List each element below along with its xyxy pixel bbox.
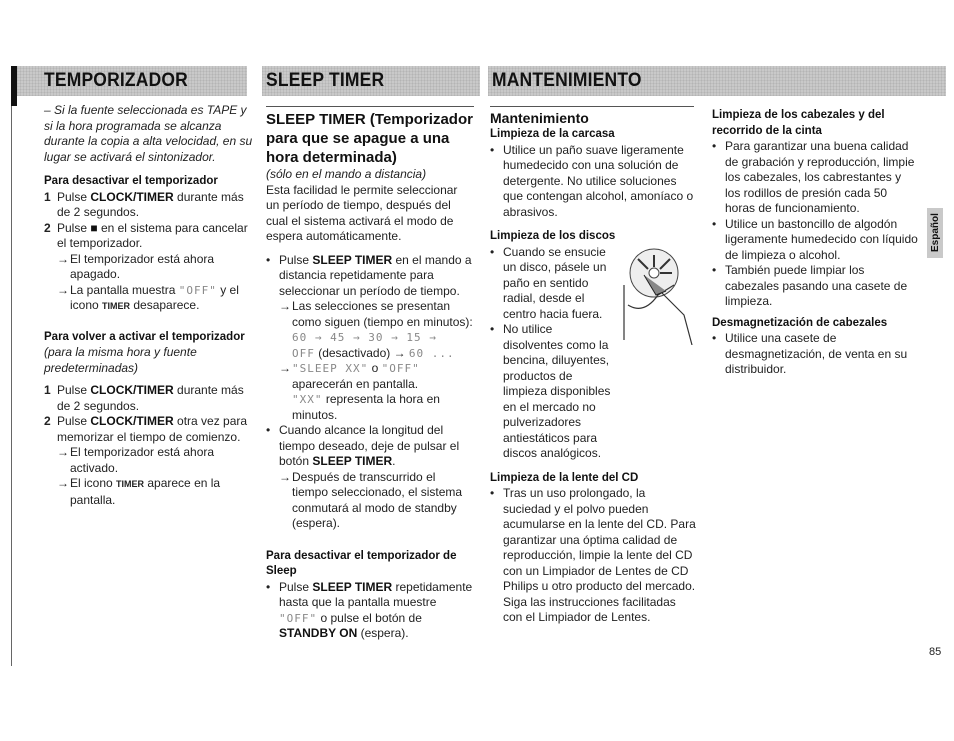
text: Pulse [57, 414, 91, 428]
text: (desactivado) → [314, 345, 409, 360]
lcd-text: "XX" [292, 393, 323, 406]
section-subtitle: (sólo en el mando a distancia) [266, 167, 427, 181]
text: Cuando se ensucie un disco, pásele un paño en sentido radial, desde el centro hacia fuera. [503, 244, 607, 321]
text: Tras un uso prolongado, la suciedad y el polvo pueden acumularse en la lente del CD. Para garantizar una óptima calidad de reproducción, limpie la lente del CD con un Limpiador de Lentes de CD Philips u otro producto del mercado. Siga las instrucciones facilitadas con el Limpiador de Lentes. [503, 486, 696, 624]
text: aparecerán en pantalla. [292, 376, 419, 391]
arrow-icon: → [57, 251, 69, 266]
text: en el sistema para cancelar el temporizador. [57, 220, 248, 250]
arrow-icon: → [57, 445, 69, 459]
bullet-item [490, 322, 696, 462]
bullet-item [712, 217, 918, 264]
bullet-item [712, 331, 918, 378]
step-number: 2 [44, 220, 51, 235]
section-title: Mantenimiento [490, 110, 589, 126]
timer-icon-label: TIMER [102, 301, 131, 311]
text: otra vez para memorizar el tiempo de comienzo. [57, 414, 248, 444]
text: Cuando alcance la longitud del tiempo deseado, deje de pulsar el botón [279, 423, 460, 468]
text: Pulse [57, 220, 91, 235]
text: Pulse [57, 189, 91, 204]
step-number: 2 [44, 414, 51, 428]
step-number: 1 [44, 383, 51, 397]
text: El temporizador está ahora apagado. [70, 251, 215, 281]
lcd-text: "OFF" [178, 283, 217, 297]
bullet-icon: • [266, 423, 271, 437]
arrow-icon: → [279, 299, 291, 313]
result-line [279, 361, 474, 392]
text: El temporizador está ahora activado. [70, 445, 215, 475]
text: repetidamente hasta que la pantalla muestre [279, 579, 473, 609]
language-tab-label: Español [930, 213, 941, 252]
text: en el mando a distancia repetidamente para seleccionar un período de tiempo. [279, 252, 472, 298]
text: (espera). [357, 626, 409, 640]
arrow-icon: → [57, 476, 69, 490]
left-margin-rule [11, 106, 12, 666]
bullet-item [490, 245, 615, 323]
sequence-line [292, 346, 474, 362]
section-heading: Para desactivar el temporizador de Sleep [266, 549, 457, 577]
header-mantenimiento: MANTENIMIENTO [492, 70, 642, 91]
section-heading: Limpieza de los discos [490, 230, 616, 242]
header-temporizador: TEMPORIZADOR [44, 70, 188, 91]
bullet-icon: • [266, 252, 271, 267]
text: aparece en la pantalla. [70, 476, 221, 507]
text: Pulse [57, 383, 91, 397]
step-2 [44, 221, 256, 252]
lcd-text: "OFF" [381, 362, 420, 375]
lcd-text: 60 ... [408, 346, 455, 360]
arrow-icon: → [279, 361, 291, 375]
text: El icono [70, 476, 117, 490]
bullet-icon: • [266, 579, 271, 594]
period: . [392, 454, 396, 468]
section-heading: Desmagnetización de cabezales [712, 316, 888, 329]
key-label: CLOCK/TIMER [90, 189, 174, 204]
text: durante más de 2 segundos. [57, 189, 244, 219]
page-number: 85 [929, 646, 942, 658]
text: La pantalla muestra [70, 282, 179, 297]
intro-text: Esta facilidad le permite seleccionar un período de tiempo, después del cual el sistema activará el modo de espera automáticamente. [266, 182, 458, 243]
bullet-icon: • [712, 139, 717, 153]
lcd-sequence: 60 → 45 → 30 → 15 → [292, 331, 437, 344]
column-sleep-timer [266, 110, 474, 642]
text: Utilice una casete de desmagnetización, de venta en su distribuidor. [725, 331, 908, 376]
bullet-item [490, 486, 696, 626]
key-label: SLEEP TIMER [312, 579, 393, 594]
key-label: STANDBY ON [279, 626, 358, 640]
bullet-item [712, 263, 918, 310]
discs-block [490, 245, 696, 462]
step-number: 1 [44, 189, 51, 204]
text: o pulse el botón de [317, 610, 422, 625]
bullet-icon: • [712, 216, 717, 231]
bullet-icon: • [712, 263, 717, 277]
section-rule [266, 106, 474, 107]
text: o [368, 361, 382, 375]
section-heading: Limpieza de la carcasa [490, 128, 615, 140]
step-2 [44, 414, 256, 445]
result-line [57, 283, 256, 315]
text: durante más de 2 segundos. [57, 383, 244, 413]
text: Pulse [279, 579, 313, 594]
key-label: CLOCK/TIMER [90, 383, 174, 397]
section-heading: Para desactivar el temporizador [44, 175, 218, 187]
section-rule [490, 106, 694, 107]
text: desaparece. [130, 298, 200, 312]
text: Después de transcurrido el tiempo seleccionado, el sistema conmutará al modo de standby (espera). [292, 469, 463, 530]
arrow-icon: → [57, 282, 69, 297]
bullet-icon: • [712, 331, 717, 345]
result-line [279, 470, 474, 532]
lcd-text: OFF [292, 346, 315, 360]
arrow-icon: → [279, 469, 291, 484]
language-tab [927, 208, 943, 258]
text: Utilice un bastoncillo de algodón ligeramente humedecido con líquido de limpieza o alcohol. [725, 216, 918, 262]
text: Para garantizar una buena calidad de grabación y reproducción, limpie los cabezales, los cabrestantes y los rodillos de presión cada 50 horas de funcionamiento. [725, 139, 915, 215]
text: También puede limpiar los cabezales pasando una casete de limpieza. [725, 263, 908, 308]
header-sleep-timer: SLEEP TIMER [266, 70, 385, 91]
result-line [57, 476, 256, 508]
section-subtitle: (para la misma hora y fuente predeterminadas) [44, 345, 197, 375]
bullet-icon: • [490, 244, 495, 259]
result-line [279, 299, 474, 330]
bullet-item [266, 253, 474, 300]
result-line [57, 445, 256, 476]
lcd-text: "OFF" [279, 611, 318, 625]
timer-icon-label: TIMER [116, 479, 145, 489]
key-label: SLEEP TIMER [312, 252, 393, 267]
text: No utilice disolventes como la bencina, diluyentes, productos de limpieza disponibles en el mercado no pulverizadores antiestáticos para discos analógicos. [503, 322, 611, 460]
column-cabezales [712, 108, 918, 378]
section-heading: Para volver a activar el temporizador [44, 330, 245, 343]
text: y el icono [70, 282, 239, 312]
bullet-item [490, 143, 696, 221]
column-temporizador [44, 103, 256, 508]
column-mantenimiento [490, 110, 696, 626]
section-heading: Limpieza de la lente del CD [490, 471, 639, 484]
result-line [57, 252, 256, 283]
bullet-item [266, 423, 474, 470]
bullet-item [712, 139, 918, 217]
lcd-text: "SLEEP XX" [292, 362, 369, 375]
key-label: SLEEP TIMER [312, 454, 393, 468]
section-heading: Limpieza de los cabezales y del recorrido de la cinta [712, 109, 885, 137]
step-1 [44, 383, 256, 414]
bullet-icon: • [490, 322, 495, 336]
text: Utilice un paño suave ligeramente humedecido con una solución de detergente. No utilice soluciones que contengan alcohol, amoníaco o abrasivos. [503, 142, 694, 219]
step-1 [44, 190, 256, 221]
bullet-icon: • [490, 142, 495, 157]
text: representa la hora en minutos. [292, 392, 440, 422]
text: Las selecciones se presentan como siguen (tiempo en minutos): [292, 299, 473, 329]
key-label: CLOCK/TIMER [90, 414, 174, 428]
stop-icon: ■ [90, 220, 98, 235]
sequence-line [292, 330, 474, 346]
bullet-icon: • [490, 486, 495, 500]
bullet-item [266, 580, 474, 642]
section-title: SLEEP TIMER (Temporizador para que se apague a una hora determinada) [266, 111, 473, 166]
text: Pulse [279, 252, 313, 267]
note-line [292, 392, 474, 423]
intro-note: – Si la fuente seleccionada es TAPE y si la hora programada se alcanza durante la copia a alta velocidad, en su lugar se activará el sintonizador. [44, 103, 253, 164]
